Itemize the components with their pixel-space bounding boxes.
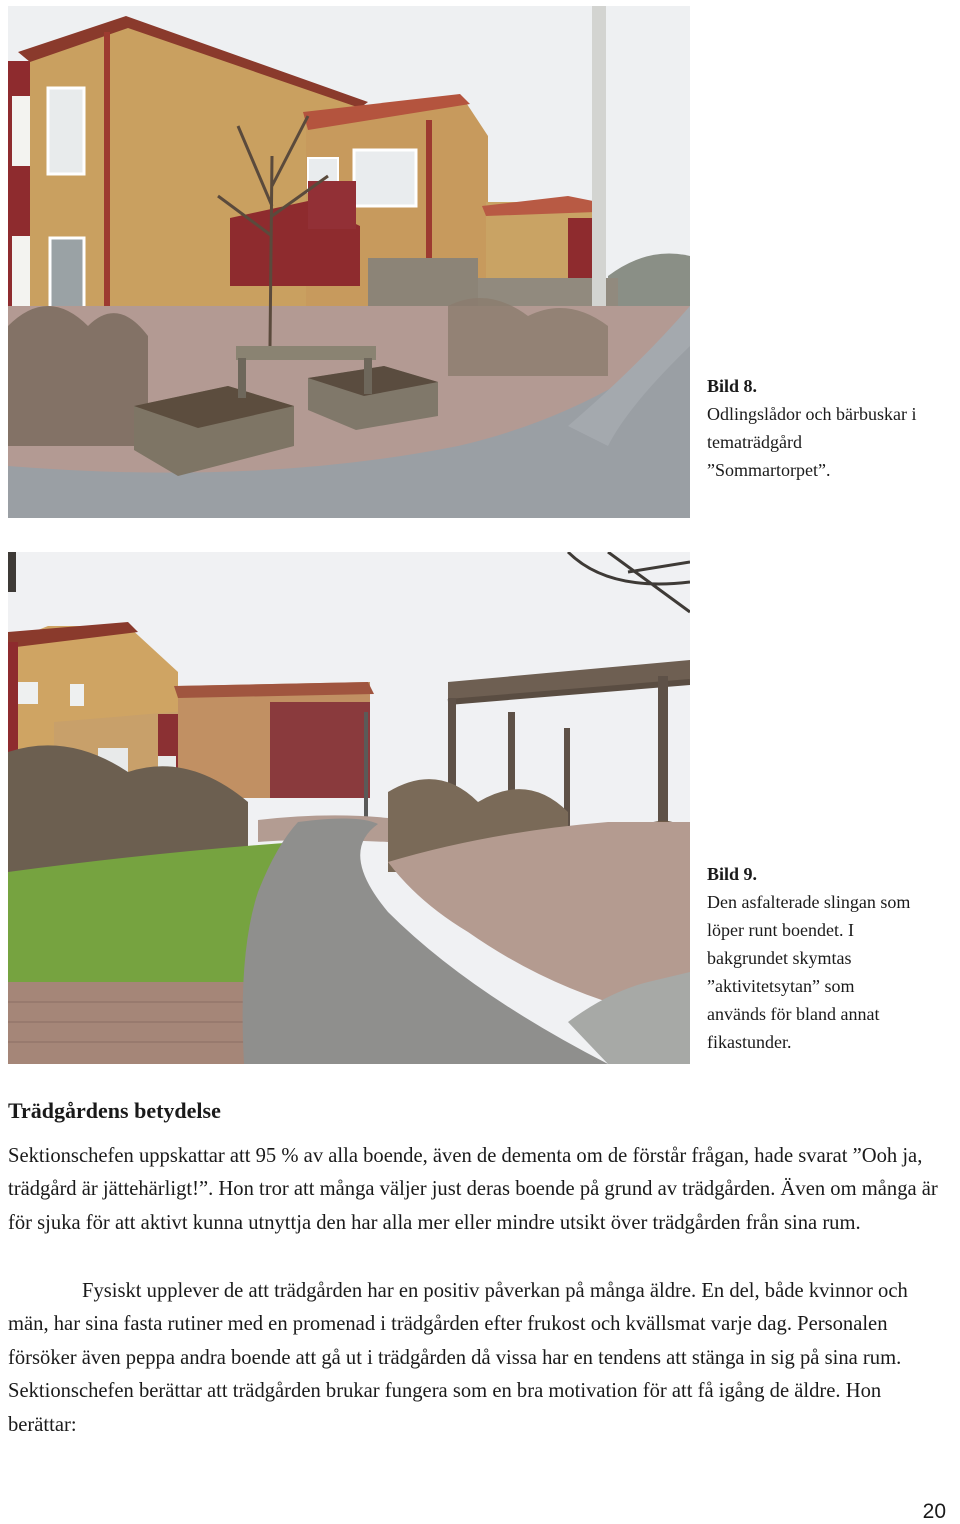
figure-caption-text: Odlingslådor och bärbuskar i tematrädgård ”Sommartorpet”. — [707, 404, 917, 480]
body-paragraph: Sektionschefen uppskattar att 95 % av alla boende, även de dementa om de förstår frågan, hade svarat ”Ooh ja, trädgård är jättehärligt!”. Hon tror att många väljer just deras boende på grund av trädgården. Även om många är för sjuka för att aktivt kunna utnyttja den har alla mer eller mindre utsikt över trädgården från sina rum. — [8, 1145, 938, 1234]
photo-asphalt-path — [8, 552, 690, 1064]
body-paragraph: Fysiskt upplever de att trädgården har en positiv påverkan på många äldre. En del, både kvinnor och män, har sina fasta rutiner med en promenad i trädgården efter frukost och kvällsmat varje dag. Personalen försöker även peppa andra boende att gå ut i trädgården då vissa har en tendens att stänga in sig på sina rum. Sektionschefen berättar att trädgården brukar fungera som en bra motivation för att få igång de äldre. Hon berättar: — [8, 1280, 908, 1436]
photo-planting-boxes — [8, 6, 690, 518]
figure-label: Bild 9. — [707, 864, 758, 884]
section-heading: Trädgårdens betydelse — [8, 1098, 221, 1123]
photo-planting-boxes-image — [8, 6, 690, 518]
figure-caption-bild-9 — [707, 860, 947, 1056]
page-number: 20 — [922, 1500, 946, 1523]
photo-asphalt-path-image — [8, 552, 690, 1064]
figure-label: Bild 8. — [707, 376, 758, 396]
figure-caption-bild-8 — [707, 372, 947, 484]
figure-caption-text: Den asfalterade slingan som löper runt boendet. I bakgrundet skymtas ”aktivitetsytan” som används för bland annat fikastunder. — [707, 892, 911, 1052]
